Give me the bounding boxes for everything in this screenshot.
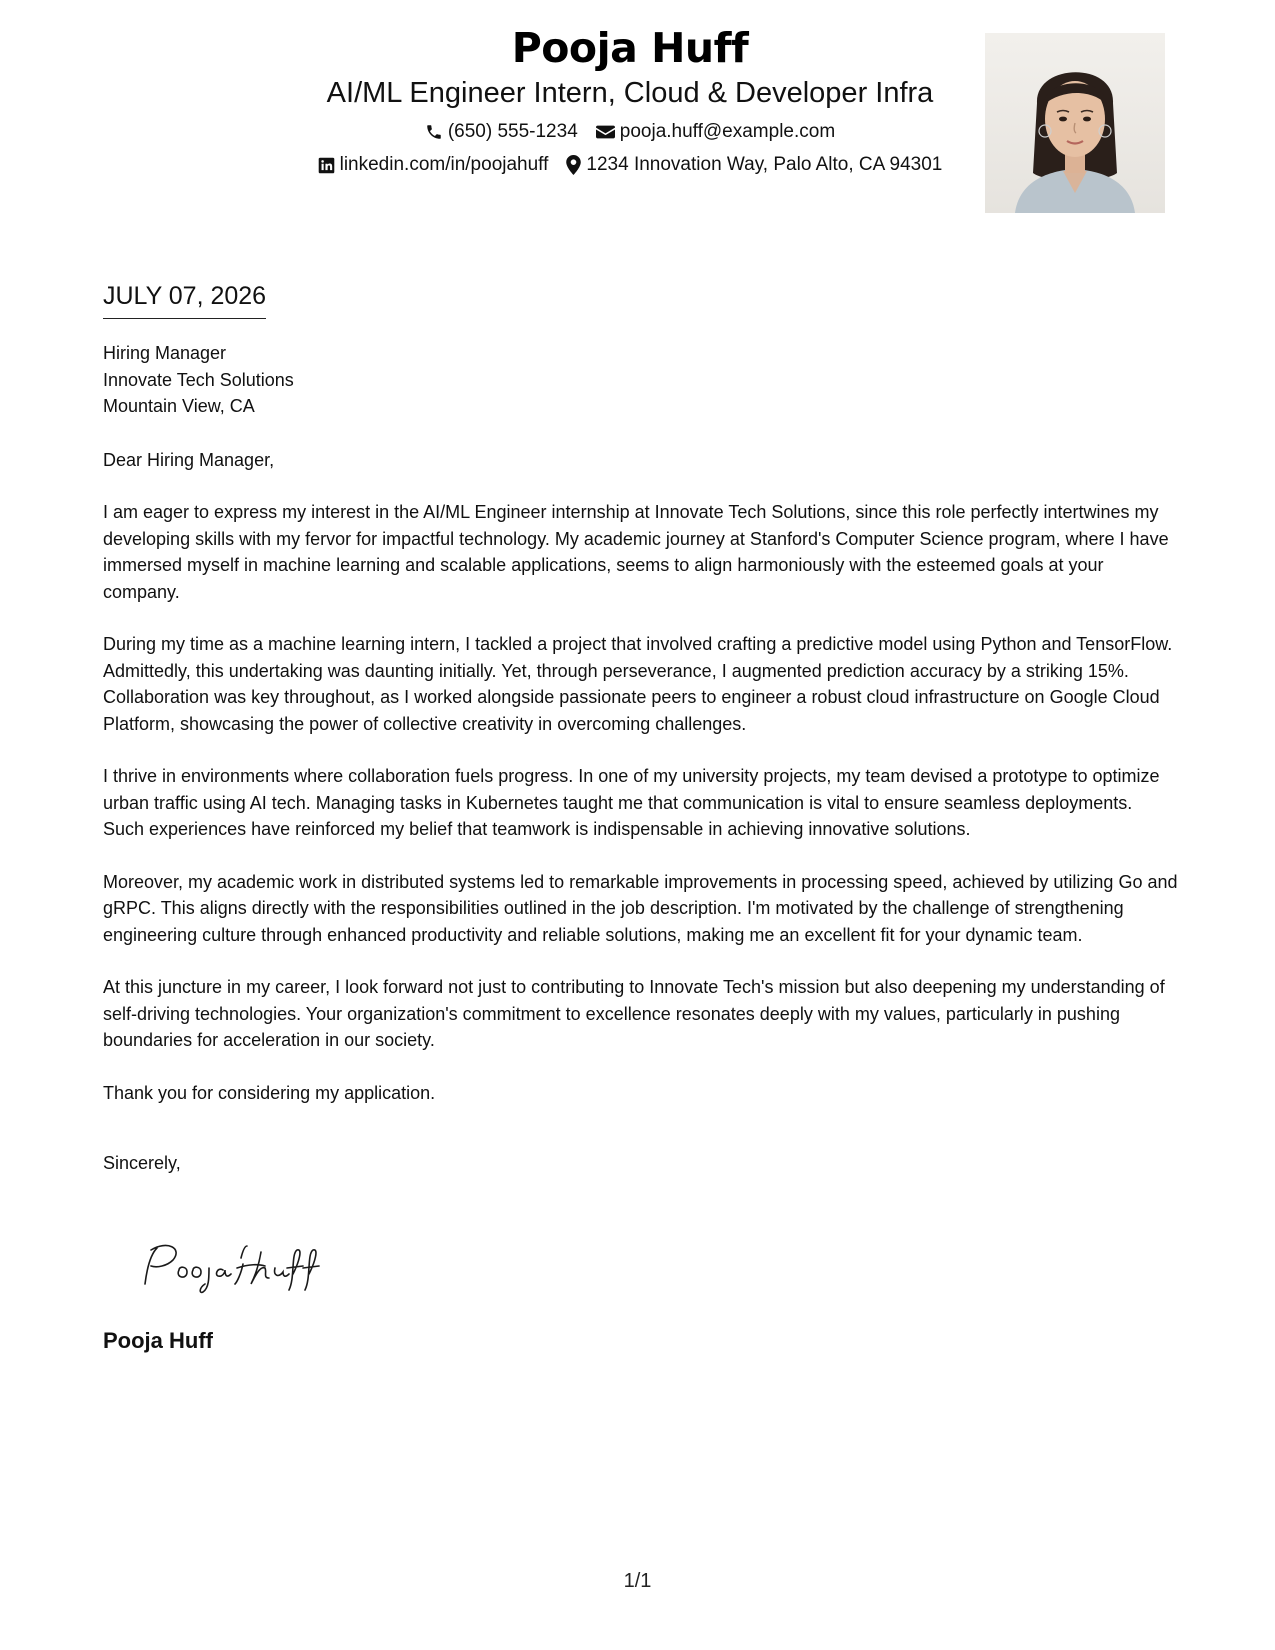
linkedin-link[interactable]: linkedin.com/in/poojahuff xyxy=(339,154,549,175)
applicant-name: Pooja Huff xyxy=(511,24,749,72)
recipient-address xyxy=(103,340,1178,420)
salutation: Dear Hiring Manager, xyxy=(103,449,275,470)
page-number: 1/1 xyxy=(623,1570,652,1592)
recipient-company: Innovate Tech Solutions xyxy=(103,369,294,390)
contact-row-1 xyxy=(240,120,1020,144)
linkedin-icon xyxy=(318,157,335,174)
handwritten-signature xyxy=(137,1238,337,1298)
paragraph-5: At this juncture in my career, I look forward not just to contributing to Innovate Tech's mission but also deepening my understanding of self-driving technologies. Your organization's commitment to excellence resonates deeply with my values, particularly in pushing boundaries for acceleration in our society. xyxy=(103,977,1165,1050)
email-link[interactable]: pooja.huff@example.com xyxy=(619,121,836,142)
letter-date: JULY 07, 2026 xyxy=(103,280,266,319)
contact-linkedin[interactable] xyxy=(318,153,549,177)
contact-row-2 xyxy=(240,153,1020,177)
contact-phone xyxy=(425,120,578,144)
phone-icon xyxy=(425,123,443,141)
letter-header xyxy=(240,22,1020,177)
paragraph-4: Moreover, my academic work in distributed systems led to remarkable improvements in processing speed, achieved by utilizing Go and gRPC. This aligns directly with the responsibilities outlined in the job description. I'm motivated by the challenge of strengthening engineering culture through enhanced productivity and reliable solutions, making me an excellent fit for your dynamic team. xyxy=(103,871,1178,945)
paragraph-2: During my time as a machine learning intern, I tackled a project that involved crafting a predictive model using Python and TensorFlow. Admittedly, this undertaking was daunting initially. Yet, through perseverance, I augmented prediction accuracy by a striking 15%. Collaboration was key throughout, as I worked alongside passionate peers to engineer a robust cloud infrastructure on Google Cloud Platform, showcasing the power of collective creativity in overcoming challenges. xyxy=(103,634,1173,734)
thank-you-line: Thank you for considering my application. xyxy=(103,1082,436,1103)
address-text: 1234 Innovation Way, Palo Alto, CA 94301 xyxy=(586,154,943,175)
recipient-location: Mountain View, CA xyxy=(103,396,255,416)
contact-address xyxy=(566,153,942,177)
applicant-role: AI/ML Engineer Intern, Cloud & Developer Infra xyxy=(326,77,934,109)
envelope-icon xyxy=(596,124,615,140)
contact-email[interactable] xyxy=(596,120,835,144)
signer-name: Pooja Huff xyxy=(103,1328,213,1353)
map-pin-icon xyxy=(566,155,581,175)
paragraph-3: I thrive in environments where collaboration fuels progress. In one of my university projects, my team devised a prototype to optimize urban traffic using AI tech. Managing tasks in Kubernetes taught me that communication is vital to ensure seamless deployments. Such experiences have reinforced my belief that teamwork is indispensable in achieving innovative solutions. xyxy=(103,766,1160,839)
paragraph-1: I am eager to express my interest in the AI/ML Engineer internship at Innovate Tech Solutions, since this role perfectly intertwines my developing skills with my fervor for impactful technology. My academic journey at Stanford's Computer Science program, where I have immersed myself in machine learning and scalable applications, seems to align harmoniously with the esteemed goals at your company. xyxy=(103,502,1169,602)
letter-body xyxy=(103,340,1178,1177)
recipient-title: Hiring Manager xyxy=(103,343,227,363)
profile-photo xyxy=(985,33,1165,213)
closing: Sincerely, xyxy=(103,1153,181,1173)
phone-text: (650) 555-1234 xyxy=(447,121,578,142)
